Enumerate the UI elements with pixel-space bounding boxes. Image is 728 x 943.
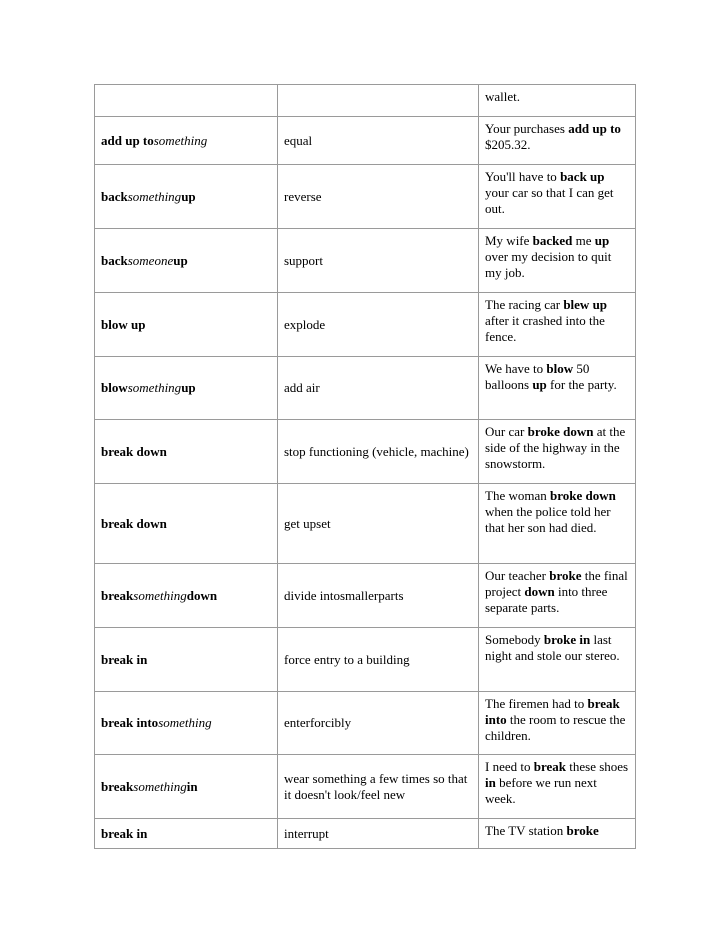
example-text: when the police told her that her son had died. [485,504,611,535]
meaning-cell: equal [278,117,479,165]
example-highlight: up [532,377,547,392]
example-highlight: backed [532,233,573,248]
meaning-cell: explode [278,293,479,357]
table-body [95,85,636,849]
meaning-cell: support [278,229,479,293]
object-placeholder: something [153,132,208,148]
object-placeholder: something [133,778,187,794]
object-placeholder: something [127,380,182,395]
example-highlight: break [533,759,566,774]
example-cell [479,484,636,564]
example-text: wallet. [485,89,521,104]
example-highlight: broke [549,568,582,583]
verb-part: break into [101,715,159,730]
example-text: You'll have to [485,169,561,184]
example-text: your car so that I can get out. [485,185,614,216]
meaning-cell: wear something a few times so that it doesn't look/feel new [278,755,479,819]
verb-part: break in [101,825,148,841]
verb-part: break down [101,443,167,459]
example-text: into three separate parts. [485,584,608,615]
verb-part: break [101,587,134,603]
example-cell [479,755,636,819]
example-text: Somebody [485,632,544,647]
example-highlight: blow [546,361,574,376]
example-text: at the side of the highway in the snowstorm. [485,424,626,471]
object-placeholder: something [127,188,182,204]
example-cell [479,293,636,357]
example-text: Our car [485,424,528,439]
meaning-cell: get upset [278,484,479,564]
verb-part: break down [101,515,167,531]
meaning-cell: interrupt [278,819,479,849]
example-text: these shoes [566,759,629,774]
phrasal-verb-cell [95,692,278,755]
example-text: 50 balloons [485,361,590,392]
table-row [95,117,636,165]
example-highlight: down [524,584,555,599]
example-text: Our teacher [485,568,550,583]
example-text: last night and stole our stereo. [485,632,620,663]
table-row [95,628,636,692]
example-text: My wife [485,233,533,248]
example-highlight: in [485,775,496,790]
phrasal-verb-cell [95,420,278,484]
table-row [95,564,636,628]
example-text: Your purchases [485,121,569,136]
verb-part: up [181,188,196,204]
example-highlight: broke down [549,488,616,503]
example-cell [479,357,636,420]
verb-part: up [173,252,188,268]
phrasal-verb-cell [95,229,278,293]
verb-part: up [181,380,196,395]
meaning-cell: force entry to a building [278,628,479,692]
example-cell [479,420,636,484]
example-highlight: break into [485,696,620,727]
verb-part: back [101,188,128,204]
example-highlight: add up to [568,121,621,136]
example-cell [479,819,636,849]
example-text: the final project [485,568,628,599]
example-text: The racing car [485,297,564,312]
example-highlight: broke down [527,424,594,439]
verb-part: break [101,778,134,794]
meaning-cell: divide intosmallerparts [278,564,479,628]
example-highlight: broke [566,823,599,838]
verb-part: back [101,252,128,268]
table-row [95,755,636,819]
phrasal-verb-cell [95,819,278,849]
example-text: $205.32. [485,137,531,152]
phrasal-verb-cell [95,755,278,819]
meaning-cell: enterforcibly [278,692,479,755]
example-cell [479,85,636,117]
example-text: before we run next week. [485,775,597,806]
example-text: The firemen had to [485,696,588,711]
verb-part: add up to [101,132,154,148]
table-row [95,165,636,229]
table-row [95,420,636,484]
table-row [95,819,636,849]
object-placeholder: something [158,715,212,730]
example-text: We have to [485,361,547,376]
phrasal-verb-cell [95,564,278,628]
phrasal-verb-cell [95,628,278,692]
table-row [95,357,636,420]
object-placeholder: something [133,587,187,603]
phrasal-verb-cell [95,165,278,229]
meaning-cell: reverse [278,165,479,229]
example-highlight: blew up [563,297,608,312]
phrasal-verb-cell [95,117,278,165]
example-cell [479,165,636,229]
table-row [95,692,636,755]
example-text: for the party. [546,377,617,392]
verb-part: down [186,587,218,603]
verb-part: blow up [101,316,146,332]
example-text: me [572,233,595,248]
meaning-cell: stop functioning (vehicle, machine) [278,420,479,484]
example-cell [479,628,636,692]
verb-part: in [186,778,198,794]
example-text: The woman [485,488,550,503]
verb-part: blow [101,380,128,395]
example-text: I need to [485,759,534,774]
table-row [95,229,636,293]
object-placeholder: someone [127,252,174,268]
phrasal-verb-cell [95,293,278,357]
phrasal-verb-cell [95,85,278,117]
table-row [95,85,636,117]
example-highlight: broke in [543,632,591,647]
example-text: after it crashed into the fence. [485,313,605,344]
phrasal-verb-cell [95,484,278,564]
example-text: over my decision to quit my job. [485,249,612,280]
example-highlight: up [594,233,610,248]
example-cell [479,564,636,628]
table-row [95,484,636,564]
example-cell [479,692,636,755]
example-highlight: back up [560,169,605,184]
meaning-cell [278,85,479,117]
example-text: The TV station [485,823,567,838]
phrasal-verb-table [94,84,636,849]
verb-part: break in [101,651,148,667]
table-row [95,293,636,357]
example-cell [479,117,636,165]
meaning-cell: add air [278,357,479,420]
phrasal-verb-cell [95,357,278,420]
example-cell [479,229,636,293]
example-text: the room to rescue the children. [485,712,626,743]
